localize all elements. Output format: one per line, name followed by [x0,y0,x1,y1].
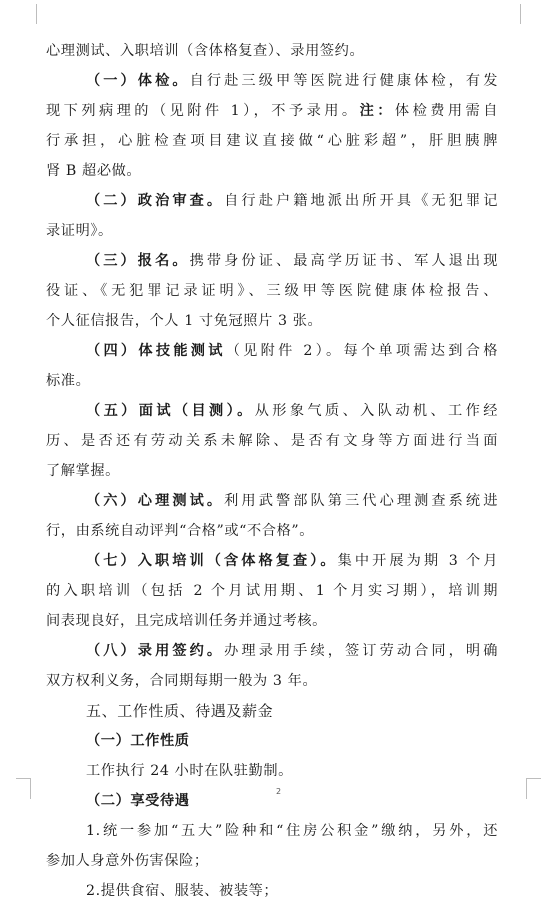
text-segment: 行承担，心脏检查项目建议直接做“心脏彩超”，肝胆胰脾 [46,133,498,149]
text-line [46,846,498,876]
text-segment: 集中开展为期 3 个月 [337,553,498,569]
section-item-heading [46,66,498,96]
text-segment: 现下列病理的（见附件 1），不予录用。 [46,103,360,119]
item-title: （二）政治审查。 [86,193,225,209]
text-line [46,606,498,636]
text-segment: 利用武警部队第三代心理测查系统进 [224,493,498,509]
text-segment: 从形象气质、入队动机、工作经 [254,403,498,419]
text-line [46,156,498,186]
item-title: （三）报名。 [86,253,190,269]
text-line [46,216,498,246]
text-segment: 参加人身意外伤害保险； [46,853,209,869]
item-title: （四）体技能测试 [86,343,226,359]
document-body [46,36,498,906]
text-segment: 办理录用手续，签订劳动合同，明确 [224,643,498,659]
item-title: （八）录用签约。 [86,643,225,659]
text-line [46,576,498,606]
text-segment: 自行赴户籍地派出所开具《无犯罪记 [224,193,498,209]
text-segment: 工作执行 24 小时在队驻勤制。 [86,763,293,779]
text-segment: 行，由系统自动评判“合格”或“不合格”。 [46,523,315,539]
section-item-heading [46,246,498,276]
text-line [46,456,498,486]
text-segment: 2.提供食宿、服装、被装等； [86,883,279,899]
section-item-heading [46,486,498,516]
text-segment: 录证明》。 [46,223,113,239]
text-segment: 自行赴三级甲等医院进行健康体检，有发 [189,73,498,89]
text-line [46,366,498,396]
section-item-heading [46,186,498,216]
text-segment: 的入职培训（包括 2 个月试用期、1 个月实习期），培训期 [46,583,498,599]
item-title: （五）面试（目测）。 [86,403,255,419]
item-title: （一）体检。 [86,73,190,89]
crop-mark-top-right [520,4,531,24]
text-segment: 历、是否还有劳动关系未解除、是否有文身等方面进行当面 [46,433,498,449]
text-line [46,306,498,336]
crop-mark-top-left [26,4,37,24]
text-line [46,756,498,786]
page-number: 2 [275,787,282,796]
text-segment: 体检费用需自 [394,103,499,119]
text-line [46,276,498,306]
section-heading [46,696,498,726]
text-segment: 标准。 [46,373,91,389]
text-segment: （见附件 2）。每个单项需达到合格 [225,343,498,359]
section-item-heading [46,396,498,426]
text-line [46,516,498,546]
text-line [46,426,498,456]
text-segment: 役证、《无犯罪记录证明》、三级甲等医院健康体检报告、 [46,283,498,299]
text-segment: 1.统一参加“五大”险种和“住房公积金”缴纳，另外，还 [86,823,499,839]
section-item-heading [46,336,498,366]
text-segment: 心理测试、入职培训（含体格复查）、录用签约。 [46,43,365,59]
section-item-heading [46,546,498,576]
note-label: 注： [359,103,395,119]
section-item-heading [46,636,498,666]
text-segment: 间表现良好，且完成培训任务并通过考核。 [46,613,327,629]
text-line [46,126,498,156]
subsection-title: （一）工作性质 [86,733,190,749]
text-segment: 双方权利义务，合同期每期一般为 3 年。 [46,673,318,689]
text-segment: 了解掌握。 [46,463,120,479]
list-item [46,816,498,846]
subsection-heading [46,726,498,756]
item-title: （六）心理测试。 [86,493,225,509]
text-segment: 个人征信报告，个人 1 寸免冠照片 3 张。 [46,313,323,329]
list-item [46,876,498,906]
text-line [46,96,498,126]
text-line [46,666,498,696]
subsection-title: （二）享受待遇 [86,793,190,809]
section-title: 五、工作性质、待遇及薪金 [86,702,274,720]
text-line [46,36,498,66]
text-segment: 肾 B 超必做。 [46,163,142,179]
text-segment: 携带身份证、最高学历证书、军人退出现 [189,253,498,269]
item-title: （七）入职培训（含体格复查）。 [86,553,338,569]
